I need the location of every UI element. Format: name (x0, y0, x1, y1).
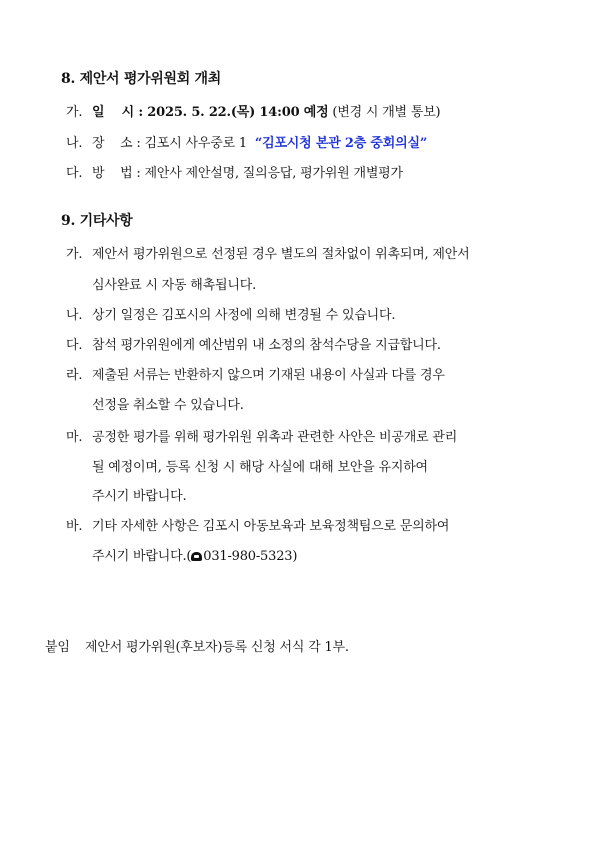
place-separator: : (132, 136, 145, 151)
section-8-item-date (66, 101, 440, 120)
item-marker: 가. (66, 105, 83, 120)
place-label: 장 소 (92, 136, 133, 151)
section-9-item-ra-line-1 (66, 364, 445, 383)
item-marker: 가. (66, 247, 83, 262)
section-9-item-ga-line-1 (66, 243, 469, 262)
date-note: (변경 시 개별 통보) (328, 105, 441, 120)
date-value: 2025. 5. 22.(목) 14:00 예정 (147, 105, 329, 120)
item-text: 기타 자세한 사항은 김포시 아동보육과 보육정책팀으로 문의하여 (92, 519, 450, 534)
item-text: 제안서 평가위원으로 선정된 경우 별도의 절차없이 위촉되며, 제안서 (92, 247, 470, 262)
phone-number: 031-980-5323 (203, 549, 293, 564)
item-marker: 다. (66, 166, 83, 181)
date-separator: : (134, 105, 148, 120)
section-9-item-ga-line-2: 심사완료 시 자동 해촉됩니다. (92, 278, 257, 293)
method-value: 제안사 제안설명, 질의응답, 평가위원 개별평가 (144, 166, 403, 181)
item-marker: 나. (66, 308, 83, 323)
method-label: 방 법 (92, 166, 133, 181)
phone-close: ) (292, 549, 298, 564)
item-marker: 나. (66, 136, 83, 151)
section-9-item-ba-line-1 (66, 515, 449, 534)
phone-icon (191, 552, 202, 561)
attachment-line (45, 636, 349, 655)
section-9-heading: 9. 기타사항 (61, 213, 133, 229)
section-9-item-da (66, 334, 441, 353)
section-8-heading: 8. 제안서 평가위원회 개최 (61, 71, 221, 87)
section-9-item-ma-line-3: 주시기 바랍니다. (92, 489, 187, 504)
place-venue: “김포시청 본관 2층 중회의실” (254, 136, 428, 151)
section-8-item-method (66, 162, 403, 181)
section-9-item-na (66, 304, 395, 323)
attachment-label: 붙임 (45, 640, 70, 655)
item-text: 참석 평가위원에게 예산범위 내 소정의 참석수당을 지급합니다. (92, 338, 441, 353)
item-marker: 바. (66, 519, 83, 534)
item-text: 제출된 서류는 반환하지 않으며 기재된 내용이 사실과 다를 경우 (92, 368, 445, 383)
method-separator: : (132, 166, 145, 181)
item-marker: 마. (66, 430, 83, 445)
item-marker: 다. (66, 338, 83, 353)
date-label: 일 시 (92, 105, 135, 120)
item-text: 공정한 평가를 위해 평가위원 위촉과 관련한 사안은 비공개로 관리 (92, 430, 458, 445)
section-9-item-ma-line-2: 될 예정이며, 등록 신청 시 해당 사실에 대해 보안을 유지하여 (92, 460, 428, 475)
section-9-item-ma-line-1 (66, 426, 457, 445)
item-marker: 라. (66, 368, 83, 383)
section-9-item-ra-line-2: 선정을 취소할 수 있습니다. (92, 398, 244, 413)
section-9-item-ba-line-2 (92, 545, 297, 564)
item-text: 상기 일정은 김포시의 사정에 의해 변경될 수 있습니다. (92, 308, 396, 323)
section-8-item-place (66, 132, 427, 151)
place-address: 김포시 사우중로 1 (144, 136, 255, 151)
item-text: 주시기 바랍니다.( (92, 549, 192, 564)
attachment-text: 제안서 평가위원(후보자)등록 신청 서식 각 1부. (85, 640, 349, 655)
